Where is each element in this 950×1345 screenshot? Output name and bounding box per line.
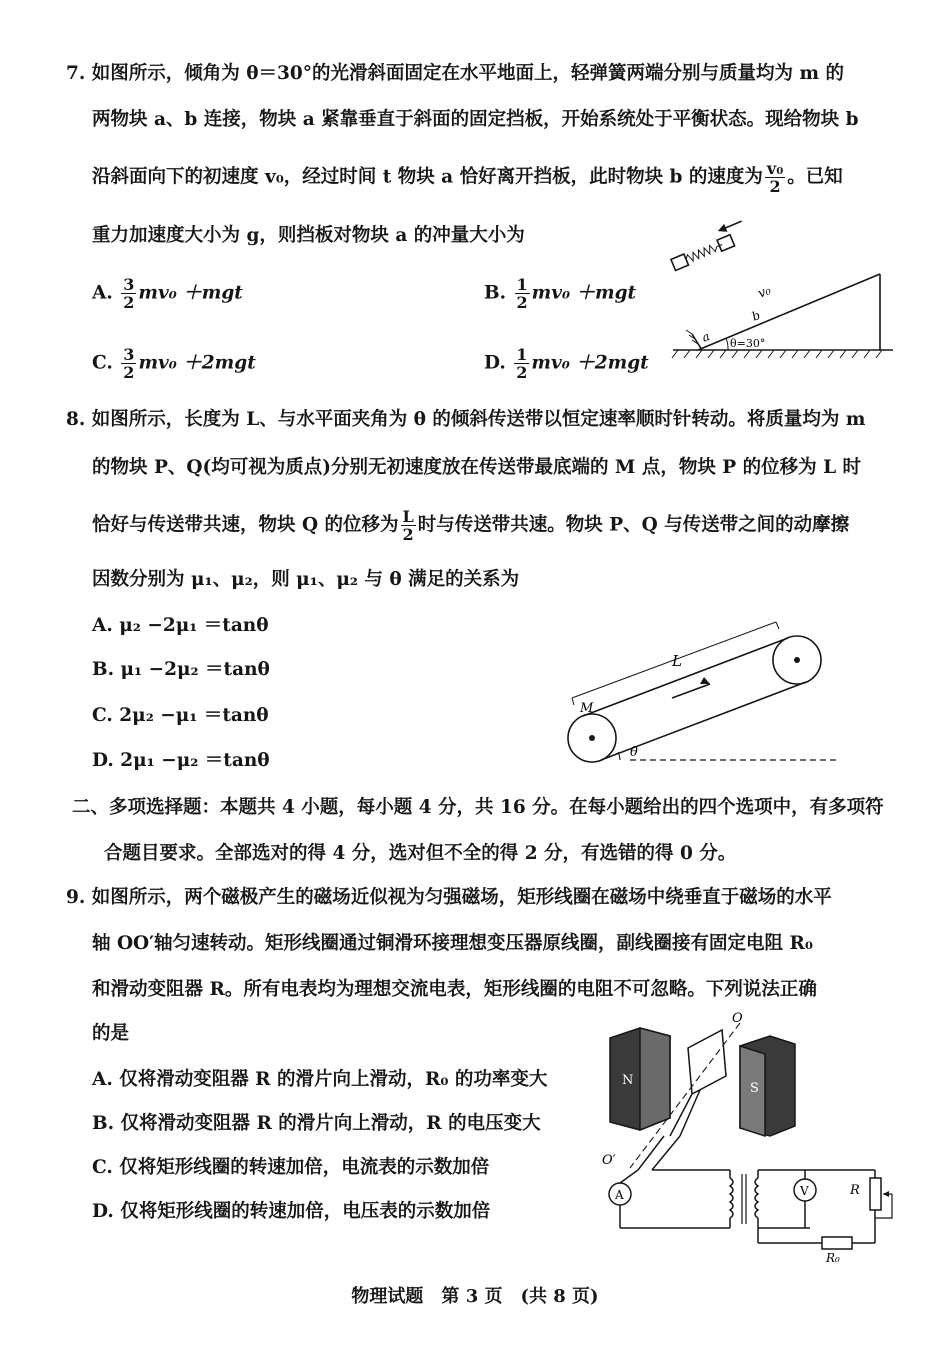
q8-conveyor-figure bbox=[560, 612, 850, 772]
label-O: O bbox=[732, 1011, 743, 1026]
q7-option-c-label: C. bbox=[92, 352, 113, 374]
q8-line-3-pre: 恰好与传送带共速，物块 Q 的位移为 bbox=[92, 514, 399, 536]
label-a: a bbox=[699, 329, 712, 345]
q7-line-1: 7. 如图所示，倾角为 θ＝30°的光滑斜面固定在水平地面上，轻弹簧两端分别与质量均为 m 的 bbox=[66, 63, 844, 84]
q7-option-a-frac bbox=[121, 276, 136, 311]
q7-option-d-label: D. bbox=[484, 352, 506, 374]
q7-option-c-den: 2 bbox=[123, 363, 135, 382]
label-N: N bbox=[622, 1073, 634, 1088]
block-a bbox=[671, 254, 689, 270]
q9-line-1: 9. 如图所示，两个磁极产生的磁场近似视为匀强磁场，矩形线圈在磁场中绕垂直于磁场的水平 bbox=[66, 887, 832, 908]
label-b: b bbox=[749, 307, 763, 324]
label-angle: θ=30° bbox=[730, 337, 766, 350]
q7-option-b-label: B. bbox=[484, 282, 507, 304]
q7-option-b[interactable] bbox=[484, 276, 636, 311]
rectangular-coil bbox=[688, 1030, 726, 1094]
motion-arrowhead bbox=[700, 677, 710, 684]
q7-option-b-frac bbox=[515, 276, 530, 311]
block-b bbox=[717, 235, 735, 251]
resistor-R0 bbox=[822, 1237, 852, 1249]
q9-generator-figure bbox=[600, 1011, 900, 1265]
q7-option-b-num: 1 bbox=[516, 275, 528, 294]
q7-line-3 bbox=[92, 160, 843, 195]
q9-option-c[interactable]: C. 仅将矩形线圈的转速加倍，电流表的示数加倍 bbox=[92, 1157, 490, 1178]
label-v0: v₀ bbox=[755, 283, 774, 302]
q7-option-d-num: 1 bbox=[516, 345, 528, 364]
q7-option-a[interactable] bbox=[92, 276, 243, 311]
q7-option-a-den: 2 bbox=[123, 293, 135, 312]
belt-top bbox=[583, 638, 788, 716]
q7-line-4: 重力加速度大小为 g，则挡板对物块 a 的冲量大小为 bbox=[92, 225, 525, 246]
label-R: R bbox=[850, 1183, 860, 1198]
page-footer: 物理试题 第 3 页 (共 8 页) bbox=[351, 1286, 599, 1307]
q7-frac-den: 2 bbox=[769, 177, 781, 196]
q7-option-c-num: 3 bbox=[123, 345, 135, 364]
q7-option-a-num: 3 bbox=[123, 275, 135, 294]
q8-frac-den: 2 bbox=[402, 525, 414, 544]
stop-plate bbox=[692, 334, 702, 350]
label-S: S bbox=[750, 1081, 759, 1096]
label-ammeter: A bbox=[615, 1188, 624, 1202]
secondary-winding bbox=[755, 1178, 758, 1218]
velocity-arrowhead bbox=[718, 225, 726, 233]
q7-option-c-text: mv₀ ＋2mgt bbox=[138, 352, 256, 374]
section2-line-1: 二、多项选择题：本题共 4 小题，每小题 4 分，共 16 分。在每小题给出的四个选项中，有多项符 bbox=[72, 797, 884, 818]
q7-line-3-pre: 沿斜面向下的初速度 v₀，经过时间 t 物块 a 恰好离开挡板，此时物块 b 的速度为 bbox=[92, 166, 763, 188]
spring bbox=[685, 241, 724, 263]
label-R0: R₀ bbox=[826, 1251, 840, 1265]
slider-arrowhead bbox=[883, 1191, 889, 1197]
q8-line-3 bbox=[92, 508, 849, 543]
q7-option-d-frac bbox=[514, 346, 529, 381]
label-theta: θ bbox=[630, 745, 638, 760]
label-M: M bbox=[580, 701, 594, 716]
q8-line-2: 的物块 P、Q(均可视为质点)分别无初速度放在传送带最底端的 M 点，物块 P 的位移为 L 时 bbox=[92, 457, 862, 478]
motion-arrow bbox=[672, 684, 710, 698]
q8-option-b[interactable]: B. μ₁ −2μ₂ ＝tanθ bbox=[92, 659, 270, 680]
q8-line-1: 8. 如图所示，长度为 L、与水平面夹角为 θ 的倾斜传送带以恒定速率顺时针转动。将质量均为 m bbox=[66, 409, 866, 430]
incline-surface bbox=[698, 274, 880, 350]
q7-option-c[interactable] bbox=[92, 346, 256, 381]
q8-option-c[interactable]: C. 2μ₂ −μ₁ ＝tanθ bbox=[92, 705, 269, 726]
q7-option-a-label: A. bbox=[92, 282, 113, 304]
label-voltmeter: V bbox=[800, 1184, 809, 1198]
q9-line-2: 轴 OO′轴匀速转动。矩形线圈通过铜滑环接理想变压器原线圈，副线圈接有固定电阻 R₀ bbox=[92, 933, 813, 954]
q8-line-3-post: 时与传送带共速。物块 P、Q 与传送带之间的动摩擦 bbox=[417, 514, 850, 536]
angle-arc bbox=[726, 338, 728, 350]
q7-option-b-den: 2 bbox=[516, 293, 528, 312]
label-L: L bbox=[672, 652, 682, 670]
q7-option-b-text: mv₀ ＋mgt bbox=[531, 282, 637, 304]
section2-line-2: 合题目要求。全部选对的得 4 分，选对但不全的得 2 分，有选错的得 0 分。 bbox=[104, 843, 737, 864]
q8-option-d[interactable]: D. 2μ₁ −μ₂ ＝tanθ bbox=[92, 750, 270, 771]
q9-option-d[interactable]: D. 仅将矩形线圈的转速加倍，电压表的示数加倍 bbox=[92, 1201, 491, 1222]
top-pulley-axle bbox=[794, 657, 800, 663]
q9-line-4: 的是 bbox=[92, 1023, 130, 1044]
q7-option-d-den: 2 bbox=[516, 363, 528, 382]
rheostat-R bbox=[870, 1178, 881, 1210]
q8-frac-num: L bbox=[402, 507, 414, 526]
q7-velocity-fraction bbox=[765, 160, 785, 195]
bottom-pulley-axle bbox=[589, 735, 595, 741]
q8-option-a[interactable]: A. μ₂ −2μ₁ ＝tanθ bbox=[92, 615, 269, 636]
q7-option-c-frac bbox=[121, 346, 136, 381]
q7-incline-figure bbox=[668, 268, 898, 364]
q7-option-d[interactable] bbox=[484, 346, 649, 381]
q7-line-2: 两物块 a、b 连接，物块 a 紧靠垂直于斜面的固定挡板，开始系统处于平衡状态。现给物块 b bbox=[92, 109, 859, 130]
q7-frac-num: v₀ bbox=[766, 159, 784, 178]
q7-option-a-text: mv₀ ＋mgt bbox=[138, 282, 243, 304]
q9-option-a[interactable]: A. 仅将滑动变阻器 R 的滑片向上滑动，R₀ 的功率变大 bbox=[92, 1069, 548, 1090]
primary-winding bbox=[730, 1178, 733, 1218]
q7-option-d-text: mv₀ ＋2mgt bbox=[531, 352, 649, 374]
label-O-prime: O′ bbox=[602, 1153, 616, 1168]
q9-line-3: 和滑动变阻器 R。所有电表均为理想交流电表，矩形线圈的电阻不可忽略。下列说法正确 bbox=[92, 979, 817, 1000]
q8-line-4: 因数分别为 μ₁、μ₂，则 μ₁、μ₂ 与 θ 满足的关系为 bbox=[92, 569, 520, 590]
q7-line-3-post: 。已知 bbox=[787, 166, 843, 188]
q8-length-fraction bbox=[401, 508, 416, 543]
ground-hatching bbox=[672, 350, 882, 358]
q9-option-b[interactable]: B. 仅将滑动变阻器 R 的滑片向上滑动，R 的电压变大 bbox=[92, 1113, 541, 1134]
